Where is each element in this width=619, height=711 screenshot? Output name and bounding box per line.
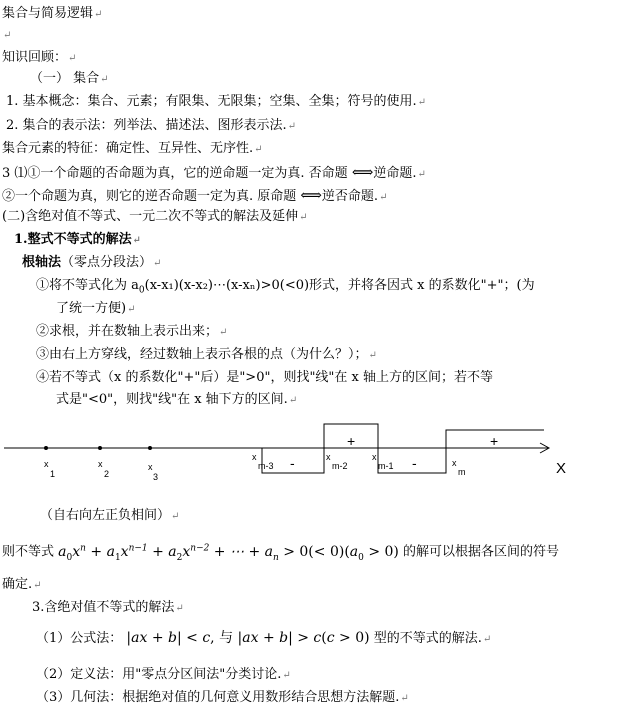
paragraph-mark-icon: ↵ bbox=[153, 258, 162, 269]
root-label-xm2: x bbox=[326, 452, 331, 462]
logic-line-2: ②一个命题为真，则它的逆否命题一定为真. 原命题 ⟺逆否命题.↵ bbox=[2, 186, 388, 204]
root-point bbox=[98, 446, 102, 450]
iff-arrow-icon: ⟺ bbox=[351, 163, 374, 181]
root-label-x2: x bbox=[98, 459, 103, 469]
step-1-cont: 了统一方便)↵ bbox=[56, 301, 136, 316]
item-representation: 2. 集合的表示法：列举法、描述法、图形表示法.↵ bbox=[6, 118, 297, 133]
definition-method: （2）定义法：用"零点分区间法"分类讨论.↵ bbox=[36, 667, 291, 682]
svg-text:m-3: m-3 bbox=[258, 461, 274, 471]
paragraph-mark-icon: ↵ bbox=[417, 169, 426, 180]
step-1: ①将不等式化为 $a_0(x-x_1)(x-x_2)\cdots(x-x_n)>0(<0)$形式，并将各因式 x 的系数化"+"；(为 bbox=[36, 278, 535, 296]
polynomial-formula: $a_0x^n + a_1x^{n-1} + a_2x^{n-2}$ + ⋯ + $a_n > 0(< 0)(a_0 > 0)$ bbox=[58, 543, 399, 563]
element-features: 集合元素的特征：确定性、互异性、无序性.↵ bbox=[2, 141, 263, 156]
abs-formula: |ax + b| < c, 与 |ax + b| > c(c > 0) bbox=[126, 630, 370, 646]
plus-sign: + bbox=[347, 433, 356, 449]
paragraph-mark-icon: ↵ bbox=[127, 304, 136, 315]
paragraph-mark-icon: ↵ bbox=[417, 97, 427, 108]
root-label-x3: x bbox=[148, 462, 153, 472]
plus-sign: + bbox=[490, 433, 499, 449]
svg-text:m-1: m-1 bbox=[378, 461, 394, 471]
paragraph-mark-icon: ↵ bbox=[400, 693, 409, 704]
paragraph-mark-icon: ↵ bbox=[287, 121, 297, 132]
minus-sign: - bbox=[412, 455, 417, 471]
poly-inequality-heading: 1.整式不等式的解法↵ bbox=[14, 232, 141, 247]
general-inequality: 则不等式 $a_0x^n + a_1x^{n-1} + a_2x^{n-2}$ + ⋯ + $a_n > 0(< 0)(a_0 > 0)$ 的解可以根据各区间的符号 bbox=[2, 543, 560, 563]
geometric-method: （3）几何法：根据绝对值的几何意义用数形结合思想方法解题.↵ bbox=[36, 690, 409, 705]
root-point bbox=[148, 446, 152, 450]
abs-inequality-heading: 3.含绝对值不等式的解法↵ bbox=[32, 600, 184, 615]
empty-line bbox=[2, 27, 11, 44]
root-axis-method: 根轴法（零点分段法）↵ bbox=[22, 255, 162, 270]
paragraph-mark-icon: ↵ bbox=[288, 395, 298, 406]
axis-label: X bbox=[556, 460, 567, 477]
iff-arrow-icon: ⟺ bbox=[300, 186, 322, 204]
root-label-xm: x bbox=[452, 458, 457, 468]
step-3: ③由右上方穿线，经过数轴上表示各根的点（为什么？）；↵ bbox=[36, 347, 377, 362]
minus-sign: - bbox=[290, 455, 295, 471]
section-one-heading: （一） 集合↵ bbox=[30, 71, 109, 86]
paragraph-mark-icon: ↵ bbox=[175, 603, 184, 614]
review-heading: 知识回顾：↵ bbox=[2, 50, 77, 65]
step-2: ②求根，并在数轴上表示出来；↵ bbox=[36, 324, 228, 339]
step-4-cont: 式是"<0"，则找"线"在 x 轴下方的区间.↵ bbox=[56, 392, 298, 407]
paragraph-mark-icon: ↵ bbox=[132, 235, 141, 246]
paragraph-mark-icon: ↵ bbox=[94, 9, 103, 20]
svg-text:m-2: m-2 bbox=[332, 461, 348, 471]
paragraph-mark-icon: ↵ bbox=[219, 327, 228, 338]
paragraph-mark-icon: ↵ bbox=[379, 192, 388, 203]
diagram-caption: （自右向左正负相间）↵ bbox=[40, 508, 180, 523]
paragraph-mark-icon: ↵ bbox=[254, 144, 263, 155]
root-label-xm1: x bbox=[372, 452, 377, 462]
svg-text:m: m bbox=[458, 467, 466, 477]
paragraph-mark-icon: ↵ bbox=[482, 634, 492, 645]
section-two-heading: (二)含绝对值不等式、一元二次不等式的解法及延伸↵ bbox=[2, 209, 308, 224]
item-basic-concepts: 1. 基本概念：集合、元素；有限集、无限集；空集、全集；符号的使用.↵ bbox=[6, 94, 427, 109]
root-point bbox=[44, 446, 48, 450]
formula-method: （1）公式法： |ax + b| < c, 与 |ax + b| > c(c > 0) 型的不等式的解法.↵ bbox=[36, 630, 492, 646]
root-axis-diagram bbox=[0, 410, 619, 505]
svg-text:1: 1 bbox=[50, 469, 56, 479]
svg-text:3: 3 bbox=[153, 472, 159, 482]
step-4: ④若不等式（x 的系数化"+"后）是">0"，则找"线"在 x 轴上方的区间；若不等 bbox=[36, 370, 493, 385]
paragraph-mark-icon: ↵ bbox=[33, 580, 42, 591]
logic-line-1: 3 ⑴①一个命题的否命题为真，它的逆命题一定为真. 否命题 ⟺逆命题.↵ bbox=[2, 163, 426, 181]
svg-text:2: 2 bbox=[104, 469, 110, 479]
root-label-x1: x bbox=[44, 459, 49, 469]
paragraph-mark-icon: ↵ bbox=[368, 350, 377, 361]
paragraph-mark-icon: ↵ bbox=[282, 670, 291, 681]
determine-line: 确定.↵ bbox=[2, 577, 42, 592]
paragraph-mark-icon: ↵ bbox=[68, 53, 77, 64]
paragraph-mark-icon: ↵ bbox=[3, 30, 12, 41]
paragraph-mark-icon: ↵ bbox=[171, 511, 180, 522]
doc-title: 集合与简易逻辑↵ bbox=[2, 6, 103, 21]
paragraph-mark-icon: ↵ bbox=[100, 74, 109, 85]
paragraph-mark-icon: ↵ bbox=[299, 212, 308, 223]
root-label-xm3: x bbox=[252, 452, 257, 462]
